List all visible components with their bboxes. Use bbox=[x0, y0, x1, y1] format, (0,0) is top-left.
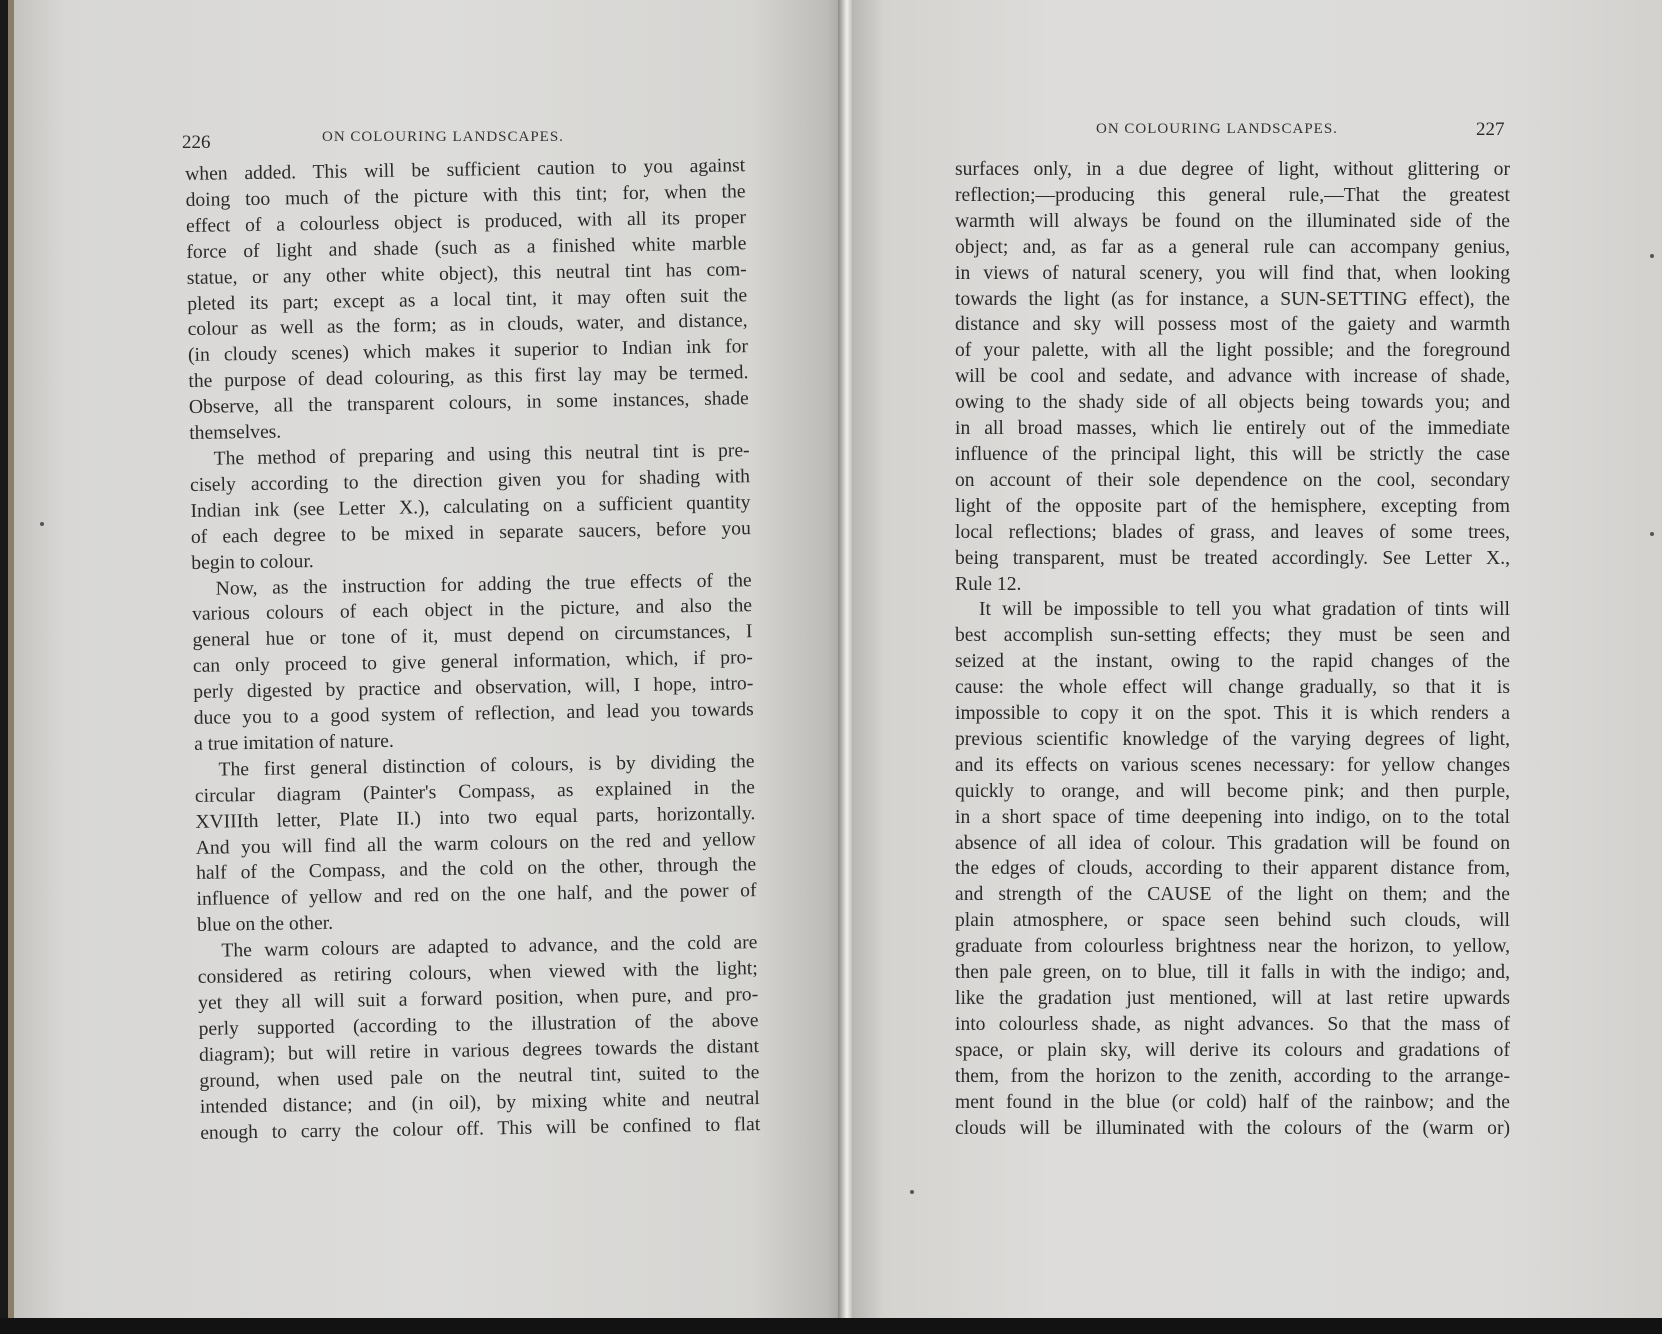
text-line: impossible to copy it on the spot. This it is which renders a bbox=[955, 703, 1510, 725]
running-head-left: ON COLOURING LANDSCAPES. bbox=[322, 129, 564, 145]
text-line: distance and sky will possess most of the gaiety and warmth bbox=[955, 314, 1510, 336]
text-line: statue, or any other white object), this neutral tint has com- bbox=[186, 258, 747, 289]
running-head-right: ON COLOURING LANDSCAPES. bbox=[1096, 121, 1338, 137]
text-line: various colours of each object in the picture, and also the bbox=[191, 595, 753, 626]
text-line: clouds will be illuminated with the colours of the (warm or) bbox=[955, 1117, 1510, 1139]
text-line: Now, as the instruction for adding the true effects of the bbox=[215, 569, 752, 600]
text-line: colour as well as the form; as in clouds, water, and distance, bbox=[187, 310, 748, 341]
text-line: diagram); but will retire in various degrees towards the distant bbox=[198, 1035, 760, 1066]
text-line: (in cloudy scenes) which makes it superior to Indian ink for bbox=[187, 336, 749, 367]
text-line: of your palette, with all the light possible; and the foreground bbox=[955, 340, 1510, 362]
right-page-body bbox=[955, 157, 1510, 1141]
text-line: the edges of clouds, according to their apparent distance from, bbox=[955, 858, 1510, 880]
paper-speck bbox=[1650, 532, 1654, 536]
text-line: owing to the shady side of all objects being towards you; and bbox=[955, 392, 1510, 414]
text-line: half of the Compass, and the cold on the other, through the bbox=[196, 854, 757, 885]
text-line: cisely according to the direction given you for shading with bbox=[189, 466, 751, 496]
text-line: light of the opposite part of the hemisphere, excepting from bbox=[955, 495, 1510, 517]
text-line: local reflections; blades of grass, and leaves of some trees, bbox=[955, 521, 1510, 543]
text-line: previous scientific knowledge of the varying degrees of light, bbox=[955, 728, 1510, 750]
text-line: ment found in the blue (or cold) half of the rainbow; and the bbox=[955, 1091, 1510, 1113]
text-line: graduate from colourless brightness near the horizon, to yellow, bbox=[955, 936, 1510, 958]
text-line: The method of preparing and using this neutral tint is pre- bbox=[213, 440, 750, 470]
text-line: Rule 12. bbox=[955, 573, 1022, 595]
text-line: and strength of the CAUSE of the light on them; and the bbox=[955, 884, 1510, 906]
text-line: in views of natural scenery, you will find that, when looking bbox=[955, 262, 1510, 284]
page-number-left: 226 bbox=[182, 132, 211, 153]
text-line: being transparent, must be treated accordingly. See Letter X., bbox=[955, 547, 1510, 569]
text-line: perly supported (according to the illustration of the above bbox=[198, 1010, 759, 1040]
text-line: in all broad masses, which lie entirely out of the immediate bbox=[955, 418, 1510, 440]
text-line: then pale green, on to blue, till it falls in with the indigo; and, bbox=[955, 962, 1510, 984]
text-line: force of light and shade (such as a finished white marble bbox=[186, 232, 747, 263]
text-line: The warm colours are adapted to advance, and the cold are bbox=[221, 932, 758, 962]
text-line: pleted its part; except as a local tint, it may often suit the bbox=[187, 284, 748, 315]
text-line: them, from the horizon to the zenith, according to the arrange- bbox=[955, 1065, 1510, 1087]
text-line: and its effects on various scenes necessary: for yellow changes bbox=[955, 754, 1510, 776]
text-line: And you will find all the warm colours on the red and yellow bbox=[195, 828, 756, 859]
text-line: themselves. bbox=[189, 421, 282, 445]
text-line: in a short space of time deepening into indigo, on to the total bbox=[955, 806, 1510, 828]
text-line: duce you to a good system of reflection, and lead you towards bbox=[193, 699, 754, 729]
text-line: influence of yellow and red on the one half, and the power of bbox=[196, 880, 757, 911]
text-line: intended distance; and (in oil), by mixing white and neutral bbox=[199, 1087, 760, 1118]
text-line: when added. This will be sufficient caution to you against bbox=[185, 155, 746, 185]
page-number-right: 227 bbox=[1476, 119, 1505, 140]
paper-speck bbox=[40, 522, 44, 526]
left-page-body bbox=[185, 153, 760, 1146]
text-line: into colourless shade, as night advances. So that the mass of bbox=[955, 1013, 1510, 1035]
text-line: object; and, as far as a general rule can accompany genius, bbox=[955, 236, 1510, 258]
text-line: The first general distinction of colours, is by dividing the bbox=[218, 750, 755, 781]
text-line: a true imitation of nature. bbox=[193, 730, 394, 755]
text-line: the purpose of dead colouring, as this first lay may be termed. bbox=[188, 362, 749, 393]
text-line: XVIIIth letter, Plate II.) into two equal parts, horizontally. bbox=[195, 802, 756, 833]
text-line: doing too much of the picture with this tint; for, when the bbox=[185, 181, 746, 211]
text-line: warmth will always be found on the illuminated side of the bbox=[955, 210, 1510, 232]
text-line: seized at the instant, owing to the rapid changes of the bbox=[955, 651, 1510, 673]
scan-bottom-edge bbox=[0, 1318, 1662, 1334]
paper-speck bbox=[1650, 254, 1654, 258]
text-line: yet they all will suit a forward position, when pure, and pro- bbox=[198, 984, 759, 1014]
text-line: cause: the whole effect will change gradually, so that it is bbox=[955, 677, 1510, 699]
text-line: Observe, all the transparent colours, in some instances, shade bbox=[188, 388, 749, 419]
text-line: effect of a colourless object is produced, with all its proper bbox=[185, 207, 747, 237]
text-line: circular diagram (Painter's Compass, as explained in the bbox=[194, 776, 756, 807]
text-line: like the gradation just mentioned, will at last retire upwards bbox=[955, 988, 1510, 1009]
text-line: Indian ink (see Letter X.), calculating on a sufficient quantity bbox=[190, 491, 751, 522]
text-line: of each degree to be mixed in separate saucers, before you bbox=[190, 517, 751, 548]
text-line: It will be impossible to tell you what gradation of tints will bbox=[979, 599, 1510, 621]
text-line: surfaces only, in a due degree of light, without glittering or bbox=[955, 159, 1510, 180]
text-line: will be cool and sedate, and advance with increase of shade, bbox=[955, 366, 1510, 388]
text-line: absence of all idea of colour. This gradation will be found on bbox=[955, 832, 1510, 854]
text-line: best accomplish sun-setting effects; they must be seen and bbox=[955, 625, 1510, 647]
text-line: considered as retiring colours, when viewed with the light; bbox=[197, 958, 758, 988]
text-line: space, or plain sky, will derive its colours and gradations of bbox=[955, 1039, 1510, 1061]
text-line: influence of the principal light, this will be strictly the case bbox=[955, 443, 1510, 465]
text-line: quickly to orange, and will become pink; and then purple, bbox=[955, 780, 1510, 802]
text-line: blue on the other. bbox=[196, 913, 334, 937]
text-line: towards the light (as for instance, a SUN-SETTING effect), the bbox=[955, 288, 1510, 310]
text-line: reflection;—producing this general rule,—That the greatest bbox=[955, 184, 1510, 206]
paper-speck bbox=[910, 1190, 914, 1194]
text-line: can only proceed to give general information, which, if pro- bbox=[192, 647, 754, 678]
text-line: enough to carry the colour off. This will be confined to flat bbox=[200, 1113, 761, 1144]
text-line: ground, when used pale on the neutral tint, suited to the bbox=[199, 1061, 760, 1092]
text-line: begin to colour. bbox=[191, 550, 314, 574]
text-line: perly digested by practice and observation, will, I hope, intro- bbox=[193, 673, 754, 704]
text-line: on account of their sole dependence on the cool, secondary bbox=[955, 469, 1510, 491]
text-line: general hue or tone of it, must depend on circumstances, I bbox=[192, 621, 753, 652]
text-line: plain atmosphere, or space seen behind such clouds, will bbox=[955, 910, 1510, 932]
